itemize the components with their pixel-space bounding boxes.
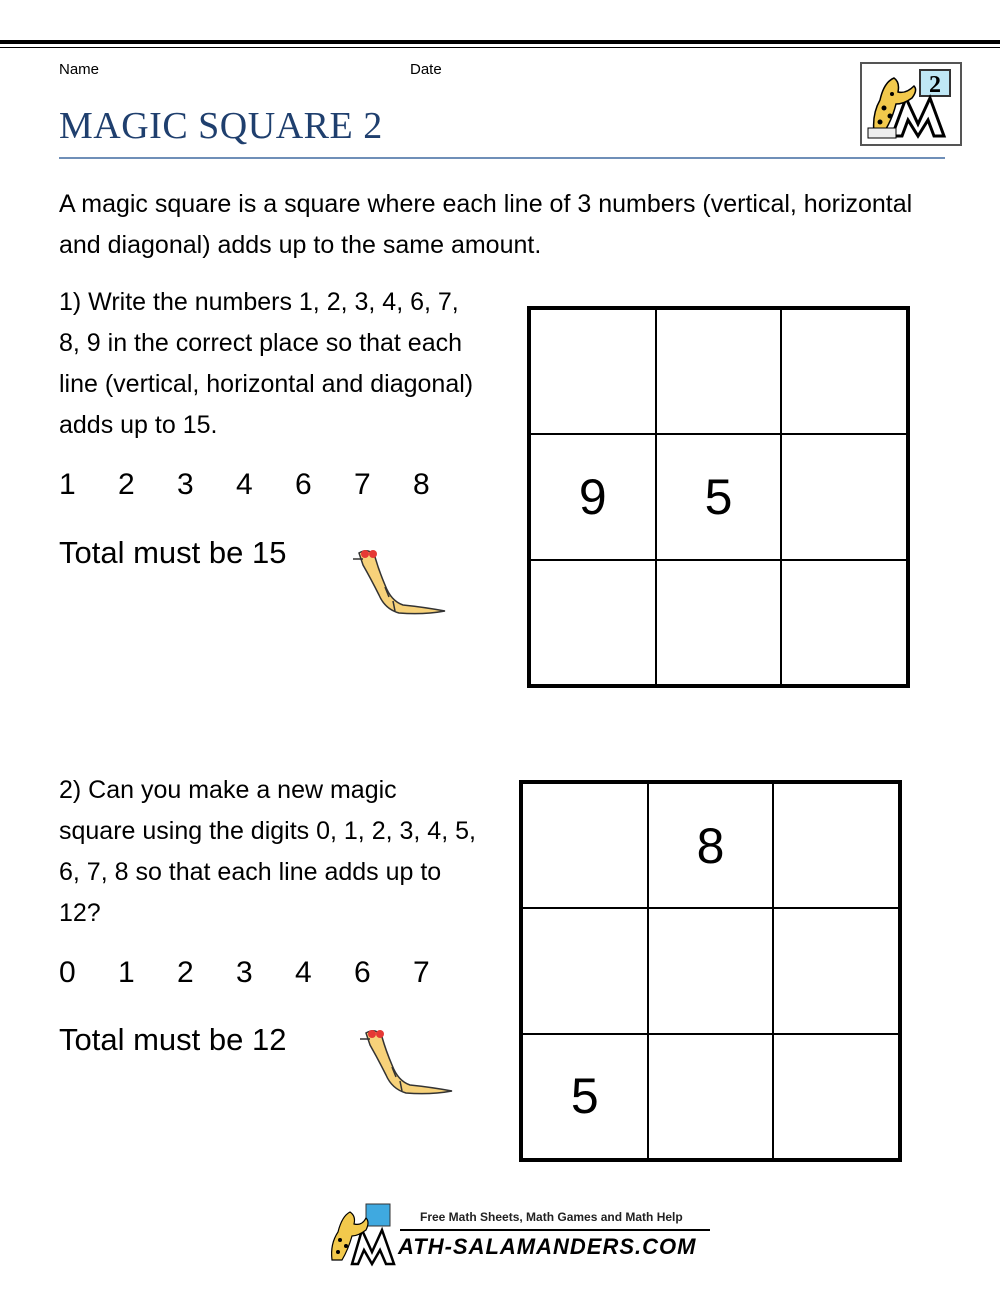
title-underline bbox=[59, 157, 945, 159]
number-item: 6 bbox=[354, 956, 371, 989]
page-title: MAGIC SQUARE 2 bbox=[59, 105, 383, 147]
grid-cell[interactable] bbox=[648, 908, 774, 1033]
grid-cell[interactable] bbox=[648, 1034, 774, 1159]
number-item: 6 bbox=[295, 468, 312, 501]
number-item: 1 bbox=[118, 956, 135, 989]
grid-cell[interactable] bbox=[773, 783, 899, 908]
grid-cell[interactable] bbox=[530, 309, 656, 434]
question-2-number-list bbox=[59, 956, 472, 990]
intro-paragraph: A magic square is a square where each line of 3 numbers (vertical, horizontal and diagonal) adds up to the same amount. bbox=[59, 190, 913, 259]
grid-cell[interactable] bbox=[530, 560, 656, 685]
number-item: 4 bbox=[295, 956, 312, 989]
question-2-total: Total must be 12 bbox=[59, 1022, 287, 1057]
salamander-icon bbox=[345, 545, 450, 617]
question-1-total: Total must be 15 bbox=[59, 535, 287, 570]
grid-cell[interactable] bbox=[522, 908, 648, 1033]
grid-cell[interactable]: 5 bbox=[522, 1034, 648, 1159]
grid-cell[interactable] bbox=[522, 783, 648, 908]
number-item: 1 bbox=[59, 468, 76, 501]
footer-tagline: Free Math Sheets, Math Games and Math Help bbox=[420, 1210, 683, 1224]
grid-cell[interactable] bbox=[656, 309, 782, 434]
grid-cell[interactable]: 5 bbox=[656, 434, 782, 559]
grid-cell[interactable] bbox=[773, 1034, 899, 1159]
magic-square-2 bbox=[519, 780, 902, 1162]
number-item: 0 bbox=[59, 956, 76, 989]
name-label: Name bbox=[59, 61, 100, 78]
number-item: 3 bbox=[236, 956, 253, 989]
number-item: 3 bbox=[177, 468, 194, 501]
number-item: 2 bbox=[118, 468, 135, 501]
question-1-number-list bbox=[59, 468, 472, 502]
top-rule bbox=[0, 40, 1000, 44]
question-2-text: 2) Can you make a new magic square using the digits 0, 1, 2, 3, 4, 5, 6, 7, 8 so that each line adds up to 12? bbox=[59, 776, 476, 927]
number-item: 7 bbox=[354, 468, 371, 501]
date-label: Date bbox=[410, 61, 442, 78]
number-item: 7 bbox=[413, 956, 430, 989]
salamander-m-logo-icon bbox=[326, 1200, 402, 1268]
grid-cell[interactable] bbox=[781, 434, 907, 559]
grid-cell[interactable] bbox=[773, 908, 899, 1033]
grid-cell[interactable]: 9 bbox=[530, 434, 656, 559]
number-item: 4 bbox=[236, 468, 253, 501]
grid-cell[interactable]: 8 bbox=[648, 783, 774, 908]
logo-number: 2 bbox=[929, 72, 941, 98]
top-rule-thin bbox=[0, 47, 1000, 48]
grid-cell[interactable] bbox=[781, 560, 907, 685]
question-1-text: 1) Write the numbers 1, 2, 3, 4, 6, 7, 8, 9 in the correct place so that each line (vertical, horizontal and diagonal) adds up to 15. bbox=[59, 288, 474, 439]
grid-cell[interactable] bbox=[656, 560, 782, 685]
magic-square-1 bbox=[527, 306, 910, 688]
salamander-icon bbox=[352, 1025, 457, 1097]
footer-site-name[interactable]: ATH-SALAMANDERS.COM bbox=[398, 1234, 697, 1259]
footer-divider bbox=[400, 1229, 710, 1231]
salamander-m-logo-icon bbox=[860, 62, 962, 146]
number-item: 2 bbox=[177, 956, 194, 989]
number-item: 8 bbox=[413, 468, 430, 501]
grid-cell[interactable] bbox=[781, 309, 907, 434]
